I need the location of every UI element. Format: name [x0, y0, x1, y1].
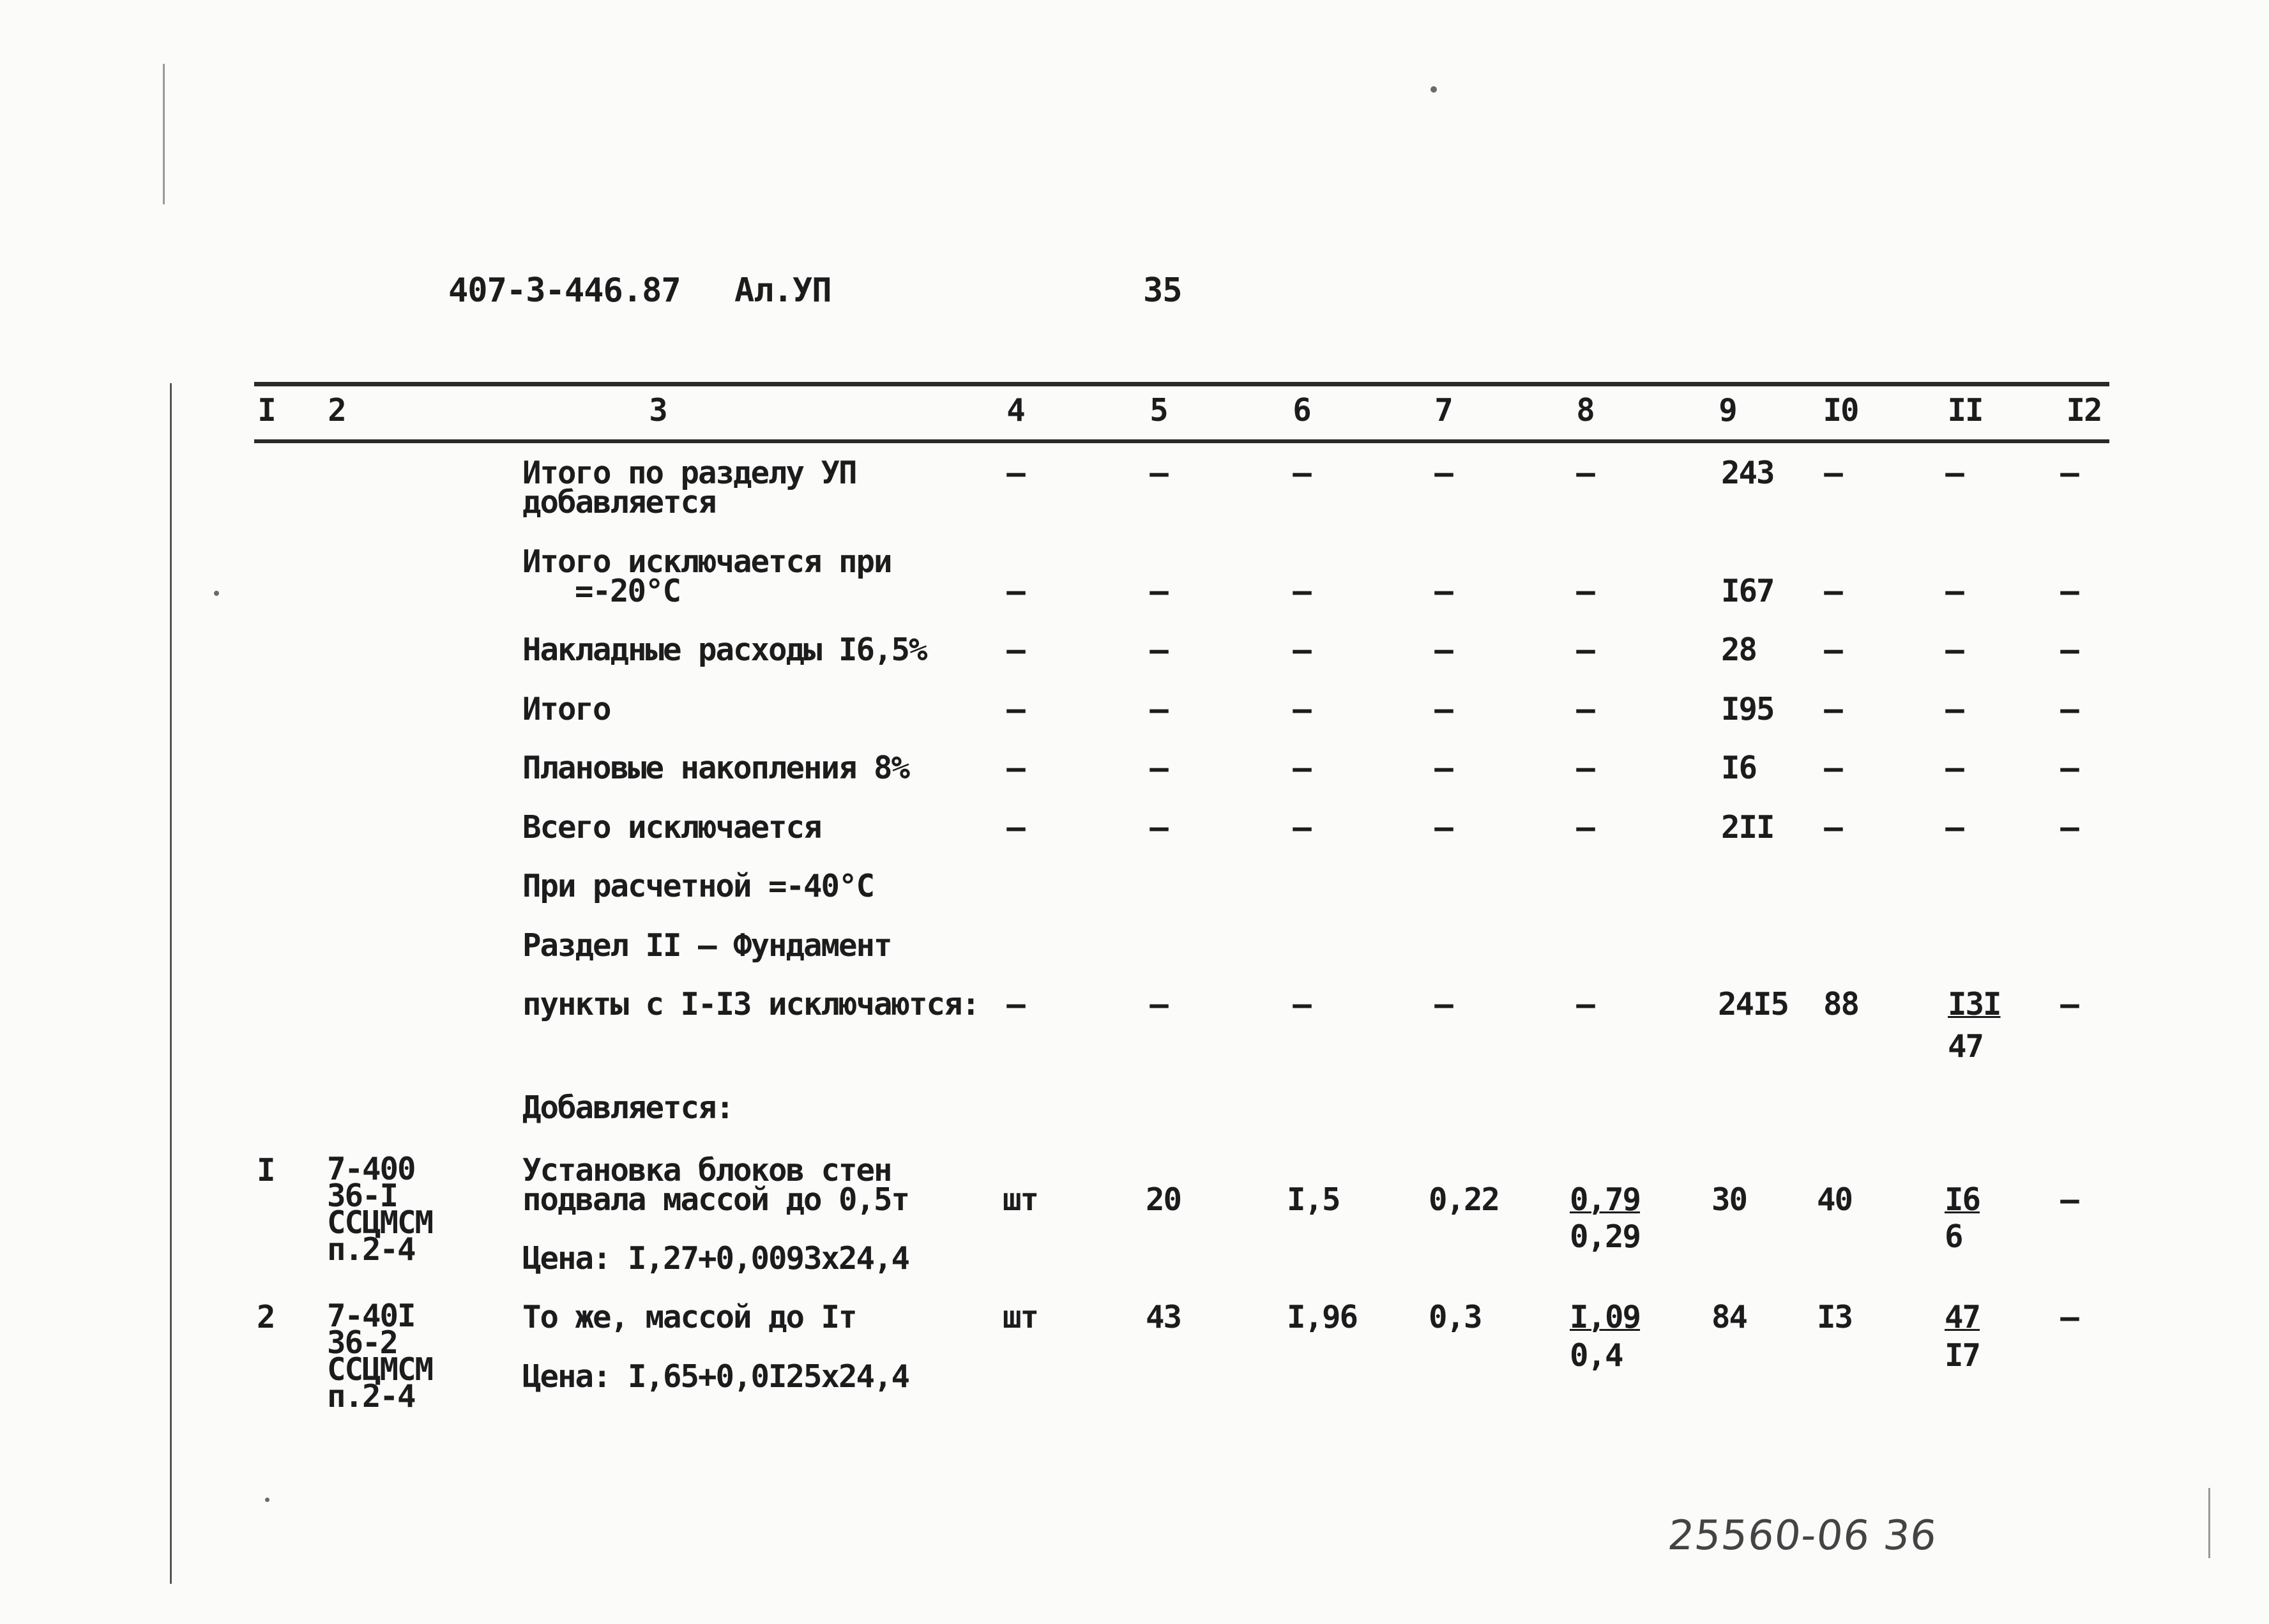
dash-cell: – [2060, 1181, 2078, 1218]
total-machine-bottom: I7 [1945, 1337, 1980, 1374]
quantity: 20 [1146, 1181, 1181, 1218]
item-price-formula: Цена: I,27+0,0093x24,4 [522, 1240, 909, 1277]
norm-code: 7-400 [327, 1151, 415, 1187]
dash-cell: – [1006, 809, 1024, 846]
norm-code: 7-40I [327, 1298, 415, 1334]
dash-cell: – [1824, 455, 1842, 491]
total-cost: 84 [1711, 1299, 1747, 1335]
column-header: 9 [1719, 392, 1736, 429]
column-header: I0 [1823, 392, 1858, 429]
dash-cell: – [1150, 691, 1167, 727]
dash-cell: – [1576, 750, 1594, 786]
section-title: Раздел II – Фундамент [522, 927, 892, 964]
table-top-rule [254, 382, 2109, 386]
row-label: Итого по разделу УП [522, 455, 856, 491]
dash-cell: – [1006, 455, 1024, 491]
top-margin-mark [163, 64, 165, 204]
dash-cell: – [1293, 455, 1310, 491]
total-machine-bottom: 6 [1945, 1218, 1962, 1255]
total-machine-top: I6 [1945, 1181, 1980, 1218]
column-header: 5 [1150, 392, 1167, 429]
dash-cell: – [1293, 691, 1310, 727]
unit: шт [1003, 1181, 1038, 1218]
scan-speck [265, 1498, 269, 1502]
dash-cell: – [1434, 573, 1452, 609]
dash-cell: – [1006, 750, 1024, 786]
column-header: 2 [328, 392, 345, 429]
scan-speck [1430, 86, 1437, 93]
dash-cell: – [1293, 809, 1310, 846]
dash-cell: – [1150, 986, 1167, 1022]
left-margin-line [170, 383, 172, 1584]
handwritten-archive-number: 25560-06 36 [1666, 1512, 1939, 1559]
dash-cell: – [1576, 809, 1594, 846]
dash-cell: – [1006, 573, 1024, 609]
unit: шт [1003, 1299, 1038, 1335]
dash-cell: – [1945, 455, 1963, 491]
item-number: 2 [257, 1299, 275, 1335]
row-label: Плановые накопления 8% [522, 750, 909, 786]
added-label: Добавляется: [522, 1089, 734, 1126]
dash-cell: – [1824, 573, 1842, 609]
dash-cell: – [1576, 573, 1594, 609]
dash-cell: – [1945, 691, 1963, 727]
norm-code: 36-I [327, 1178, 398, 1214]
row-label: =-20°C [575, 573, 681, 609]
machine-cost-top: 0,79 [1570, 1181, 1641, 1218]
row-label: добавляется [522, 484, 716, 520]
dash-cell: – [1434, 632, 1452, 668]
cost-value: 28 [1721, 632, 1757, 668]
dash-cell: – [2060, 455, 2078, 491]
right-margin-mark [2208, 1488, 2210, 1558]
dash-cell: – [1434, 809, 1452, 846]
dash-cell: – [2060, 632, 2078, 668]
dash-cell: – [1945, 573, 1963, 609]
cost-value: I67 [1721, 573, 1774, 609]
dash-cell: – [1150, 455, 1167, 491]
column-header: 8 [1576, 392, 1594, 429]
dash-cell: – [1293, 986, 1310, 1022]
dash-cell: – [1434, 691, 1452, 727]
cost-value: 2II [1721, 809, 1774, 846]
unit-wage: 0,22 [1429, 1181, 1499, 1218]
dash-cell: – [1824, 809, 1842, 846]
dash-cell: – [1006, 691, 1024, 727]
dash-cell: – [1824, 691, 1842, 727]
dash-cell: – [1576, 632, 1594, 668]
machine-cost-bottom: 0,29 [1570, 1218, 1641, 1255]
table-header-rule [254, 439, 2109, 443]
dash-cell: – [1150, 809, 1167, 846]
dash-cell: – [1824, 750, 1842, 786]
dash-cell: – [1006, 632, 1024, 668]
cost-value: 24I5 [1718, 986, 1789, 1022]
machine-cost-bottom: 0,4 [1570, 1337, 1623, 1374]
column-header: 3 [649, 392, 667, 429]
dash-cell: – [2060, 986, 2078, 1022]
wage-value: 88 [1823, 986, 1859, 1022]
dash-cell: – [1150, 573, 1167, 609]
column-header: I [257, 392, 275, 429]
row-label: Накладные расходы I6,5% [522, 632, 927, 668]
dash-cell: – [1945, 809, 1963, 846]
machine-value-top: I3I [1948, 986, 2001, 1022]
dash-cell: – [1293, 750, 1310, 786]
dash-cell: – [1150, 750, 1167, 786]
scan-speck [214, 591, 219, 596]
dash-cell: – [1434, 750, 1452, 786]
norm-code: п.2-4 [327, 1378, 415, 1415]
dash-cell: – [1945, 750, 1963, 786]
dash-cell: – [2060, 573, 2078, 609]
cost-value: I95 [1721, 691, 1774, 727]
dash-cell: – [2060, 1299, 2078, 1335]
norm-code: 36-2 [327, 1324, 398, 1361]
calc-temperature-line: При расчетной =-40°C [522, 868, 874, 904]
item-description: подвала массой до 0,5т [522, 1181, 909, 1218]
item-description: Установка блоков стен [522, 1152, 892, 1188]
dash-cell: – [1576, 691, 1594, 727]
column-header: II [1947, 392, 1983, 429]
dash-cell: – [1434, 455, 1452, 491]
dash-cell: – [1006, 986, 1024, 1022]
unit-cost: I,5 [1287, 1181, 1340, 1218]
cost-value: 243 [1721, 455, 1774, 491]
doc-code: 407-3-446.87 [448, 271, 681, 310]
total-wage: I3 [1817, 1299, 1853, 1335]
total-wage: 40 [1817, 1181, 1853, 1218]
machine-value-bottom: 47 [1948, 1028, 1984, 1065]
row-label: Итого исключается при [522, 543, 892, 580]
item-number: I [257, 1152, 275, 1188]
dash-cell: – [1576, 455, 1594, 491]
norm-code: ССЦМСМ [327, 1351, 433, 1388]
page-number: 35 [1143, 271, 1182, 310]
total-machine-top: 47 [1945, 1299, 1980, 1335]
dash-cell: – [1434, 986, 1452, 1022]
row-label: пункты с I-I3 исключаются: [522, 986, 980, 1022]
machine-cost-top: I,09 [1570, 1299, 1641, 1335]
unit-cost: I,96 [1287, 1299, 1358, 1335]
column-header: 6 [1293, 392, 1310, 429]
dash-cell: – [2060, 809, 2078, 846]
dash-cell: – [1150, 632, 1167, 668]
column-header: 4 [1006, 392, 1024, 429]
dash-cell: – [1293, 632, 1310, 668]
total-cost: 30 [1711, 1181, 1747, 1218]
item-description: То же, массой до Iт [522, 1299, 856, 1335]
unit-wage: 0,3 [1429, 1299, 1482, 1335]
dash-cell: – [1945, 632, 1963, 668]
norm-code: п.2-4 [327, 1231, 415, 1268]
quantity: 43 [1146, 1299, 1181, 1335]
column-header: I2 [2066, 392, 2102, 429]
norm-code: ССЦМСМ [327, 1204, 433, 1241]
column-header: 7 [1434, 392, 1452, 429]
dash-cell: – [1824, 632, 1842, 668]
album-number: Ал.УП [734, 271, 831, 310]
dash-cell: – [2060, 750, 2078, 786]
row-label: Всего исключается [522, 809, 821, 846]
dash-cell: – [2060, 691, 2078, 727]
row-label: Итого [522, 691, 611, 727]
dash-cell: – [1576, 986, 1594, 1022]
item-price-formula: Цена: I,65+0,0I25x24,4 [522, 1358, 909, 1395]
dash-cell: – [1293, 573, 1310, 609]
cost-value: I6 [1721, 750, 1757, 786]
